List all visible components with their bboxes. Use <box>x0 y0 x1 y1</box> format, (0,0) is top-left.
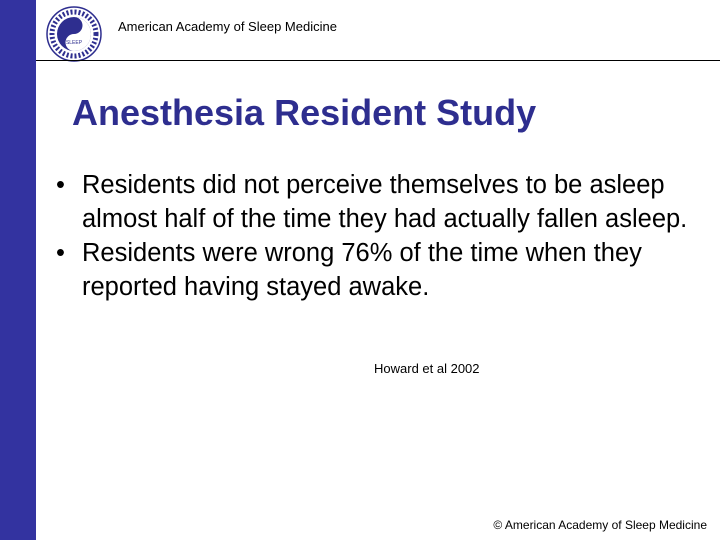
svg-text:SLEEP: SLEEP <box>65 40 83 46</box>
bullet-item <box>56 168 711 236</box>
aasm-seal-logo <box>46 6 102 62</box>
slide-title: Anesthesia Resident Study <box>72 92 537 133</box>
bullet-list <box>56 168 711 304</box>
bullet-marker: • <box>56 171 65 199</box>
bullet-text: Residents did not perceive themselves to be asleep almost half of the time they had actually fallen asleep. <box>82 171 688 233</box>
header-divider <box>36 60 720 61</box>
footer-copyright: © American Academy of Sleep Medicine <box>493 518 707 532</box>
citation: Howard et al 2002 <box>374 361 480 376</box>
left-accent-bar <box>0 0 36 540</box>
bullet-marker: • <box>56 239 65 267</box>
bullet-item <box>56 236 711 304</box>
bullet-text: Residents were wrong 76% of the time when they reported having stayed awake. <box>82 239 642 301</box>
header-organization-name: American Academy of Sleep Medicine <box>118 19 337 34</box>
